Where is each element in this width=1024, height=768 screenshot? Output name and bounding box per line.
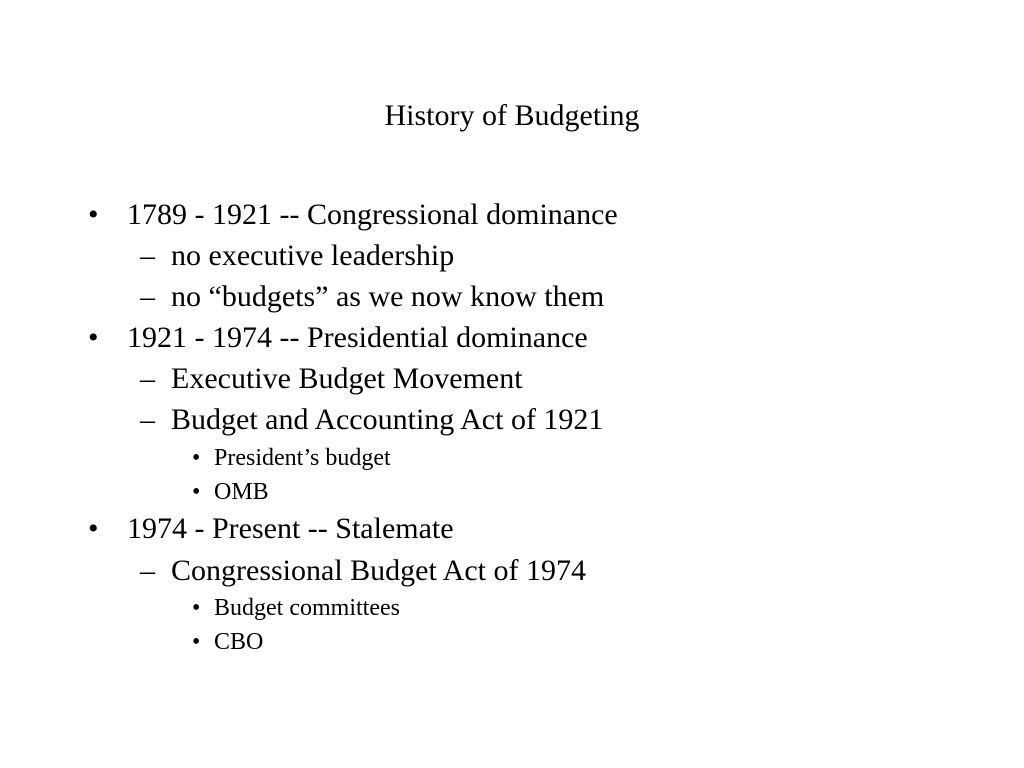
list-item-text: CBO <box>214 629 264 655</box>
list-item-level1 <box>88 320 728 356</box>
list-item-level2 <box>140 238 740 274</box>
list-item-level3 <box>192 478 692 506</box>
list-item-text: 1921 - 1974 -- Presidential dominance <box>127 321 588 354</box>
dash-marker: – <box>140 362 155 395</box>
list-item-text: no “budgets” as we now know them <box>171 280 605 313</box>
dash-marker: – <box>140 554 155 587</box>
bullet-marker: • <box>88 512 99 545</box>
list-item-text: 1789 - 1921 -- Congressional dominance <box>127 198 618 231</box>
dash-marker: – <box>140 403 155 436</box>
list-item-level3 <box>192 594 692 622</box>
list-item-text: Congressional Budget Act of 1974 <box>171 554 586 587</box>
dash-marker: – <box>140 280 155 313</box>
slide-title: History of Budgeting <box>384 99 640 132</box>
list-item-text: no executive leadership <box>171 239 455 272</box>
list-item-level1 <box>88 511 728 547</box>
list-item-text: Executive Budget Movement <box>171 362 523 395</box>
bullet-marker: • <box>192 479 201 505</box>
list-item-level2 <box>140 361 740 397</box>
bullet-marker: • <box>88 321 99 354</box>
dash-marker: – <box>140 239 155 272</box>
bullet-marker: • <box>192 595 201 621</box>
bullet-marker: • <box>192 629 201 655</box>
list-item-level2 <box>140 279 740 315</box>
bullet-marker: • <box>192 445 201 471</box>
list-item-level2 <box>140 553 740 589</box>
list-item-level3 <box>192 628 692 656</box>
list-item-level3 <box>192 444 692 472</box>
list-item-text: President’s budget <box>214 445 391 471</box>
list-item-text: 1974 - Present -- Stalemate <box>127 512 454 545</box>
list-item-level2 <box>140 402 740 438</box>
list-item-level1 <box>88 197 728 233</box>
list-item-text: Budget committees <box>214 595 400 621</box>
bullet-marker: • <box>88 198 99 231</box>
list-item-text: OMB <box>214 479 269 505</box>
list-item-text: Budget and Accounting Act of 1921 <box>171 403 604 436</box>
